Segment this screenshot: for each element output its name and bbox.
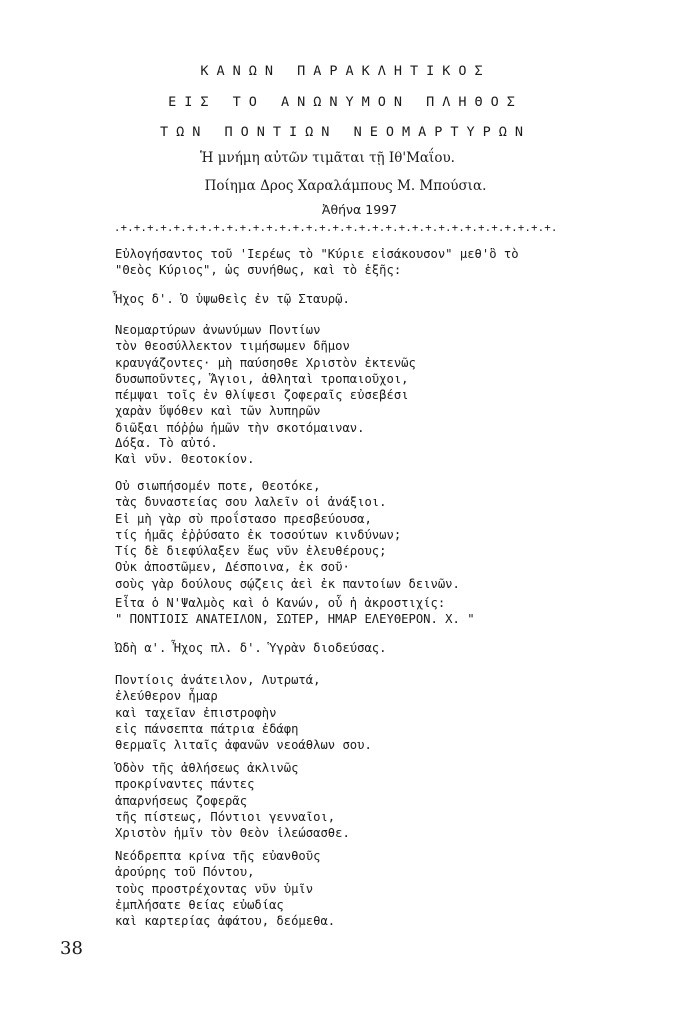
text-line: Ὠδὴ α'. Ἦχος πλ. δ'. Ὑγρὰν διοδεύσας. (115, 641, 387, 655)
text-line: Χριστὸν ἡμῖν τὸν Θεὸν ἱλεώσασθε. (115, 826, 350, 841)
text-line: τοὺς προστρέχοντας νῦν ὑμῖν (115, 881, 314, 896)
text-block (115, 848, 335, 929)
text-block (115, 478, 460, 592)
text-line: Οὐ σιωπήσομέν ποτε, Θεοτόκε, (115, 479, 321, 493)
title-line-2: ΕΙΣ ΤΟ ΑΝΩΝΥΜΟΝ ΠΛΗΘΟΣ (168, 94, 523, 110)
text-line: ἐμπλήσατε θείας εὐωδίας (115, 897, 284, 912)
text-line: δυσωποῦντες, Ἅγιοι, ἀθληταὶ τροπαιοῦχοι, (115, 371, 409, 386)
text-line: καὶ ταχεῖαν ἐπιστροφὴν (115, 705, 277, 720)
text-line: Οὐκ ἀποστῶμεν, Δέσποινα, ἐκ σοῦ· (115, 560, 350, 575)
text-block (115, 435, 254, 468)
decorative-separator: .+.+.+.+.+.+.+.+.+.+.+.+.+.+.+.+.+.+.+.+.+.+.+.+.+.+.+.+.+.+.+.+.+. (114, 222, 558, 234)
text-block (115, 640, 387, 656)
text-line: τὸν θεοσύλλεκτον τιμήσωμεν δῆμον (115, 339, 350, 354)
text-line: καὶ καρτερίας ἀφάτου, δεόμεθα. (115, 914, 336, 929)
text-line: Ἦχος δ'. Ὁ ὑψωθεὶς ἐν τῷ Σταυρῷ. (115, 292, 350, 306)
text-line: ἐλεύθερον ἦμαρ (115, 689, 218, 704)
text-line: κραυγάζοντες· μὴ παύσησθε Χριστὸν ἐκτενῶς (115, 355, 416, 370)
text-line: σοὺς γὰρ δούλους σῴζεις ἀεὶ ἐκ παντοίων δεινῶν. (115, 576, 460, 591)
text-line: Καὶ νῦν. Θεοτοκίον. (115, 452, 255, 467)
author-line: Ποίημα Δρος Χαραλάμπους Μ. Μπούσια. (204, 178, 487, 194)
text-line: τίς ἡμᾶς ἐῤῥύσατο ἐκ τοσούτων κινδύνων; (115, 527, 402, 542)
title-line-3: ΤΩΝ ΠΟΝΤΙΩΝ ΝΕΟΜΑΡΤΥΡΩΝ (160, 124, 531, 140)
place-date-line: Ἀθήνα 1997 (321, 202, 398, 217)
text-line: προκρίναντες πάντες (115, 777, 255, 792)
commemoration-line: Ἡ μνήμη αὐτῶν τιμᾶται τῇ Ιθ'Μαΐου. (200, 150, 455, 166)
text-line: ἀπαρνήσεως ζοφερᾶς (115, 793, 248, 808)
text-block (115, 246, 519, 279)
text-line: Δόξα. Τὸ αὐτό. (115, 436, 218, 450)
text-line: Νεόδρεπτα κρίνα τῆς εὐανθοῦς (115, 849, 321, 863)
text-block (115, 291, 350, 307)
text-line: χαρὰν ὕψόθεν καὶ τῶν λυπηρῶν (115, 404, 321, 419)
text-line: πέμψαι τοῖς ἐν θλίψεσι ζοφεραῖς εὐσεβέσι (115, 388, 409, 403)
text-line: " ΠΟΝΤΙΟΙΣ ΑΝΑΤΕΙΛΟΝ, ΣΩΤΕΡ, ΗΜΑΡ ΕΛΕΥΘΕΡΟΝ. Χ. " (115, 612, 475, 627)
text-line: Εἰ μὴ γὰρ σὺ προΐστασο πρεσβεύουσα, (115, 511, 372, 526)
text-line: "Θεὸς Κύριος", ὡς συνήθως, καὶ τὸ ἑξῆς: (115, 263, 402, 278)
text-line: Ποντίοις ἀνάτειλον, Λυτρωτά, (115, 673, 321, 687)
text-line: Τίς δὲ διεφύλαξεν ἕως νῦν ἐλευθέρους; (115, 544, 387, 559)
text-line: τὰς δυναστείας σου λαλεῖν οἱ ἀνάξιοι. (115, 495, 387, 510)
text-line: Εἶτα ὁ Ν'Ψαλμὸς καὶ ὁ Κανών, οὗ ἡ ἀκροστιχίς: (115, 596, 446, 610)
text-line: τῆς πίστεως, Πόντιοι γενναῖοι, (115, 809, 336, 824)
text-block (115, 322, 416, 436)
text-line: Ὁδὸν τῆς ἀθλήσεως ἀκλινῶς (115, 761, 299, 775)
page-number: 38 (60, 938, 83, 959)
text-block (115, 760, 350, 841)
text-line: διῶξαι πόῤῥω ἡμῶν τὴν σκοτόμαιναν. (115, 420, 365, 435)
text-line: ἀρούρης τοῦ Πόντου, (115, 865, 255, 880)
text-line: θερμαῖς λιταῖς ἀφανῶν νεοάθλων σου. (115, 738, 372, 753)
title-line-1: ΚΑΝΩΝ ΠΑΡΑΚΛΗΤΙΚΟΣ (200, 63, 491, 79)
text-line: εἰς πάνσεπτα πάτρια ἐδάφη (115, 721, 299, 736)
text-line: Εὐλογήσαντος τοῦ 'Ιερέως τὸ "Κύριε εἰσάκουσον" μεθ'ὃ τὸ (115, 247, 519, 261)
text-block (115, 595, 475, 628)
text-block (115, 672, 372, 753)
text-line: Νεομαρτύρων ἀνωνύμων Ποντίων (115, 323, 321, 337)
